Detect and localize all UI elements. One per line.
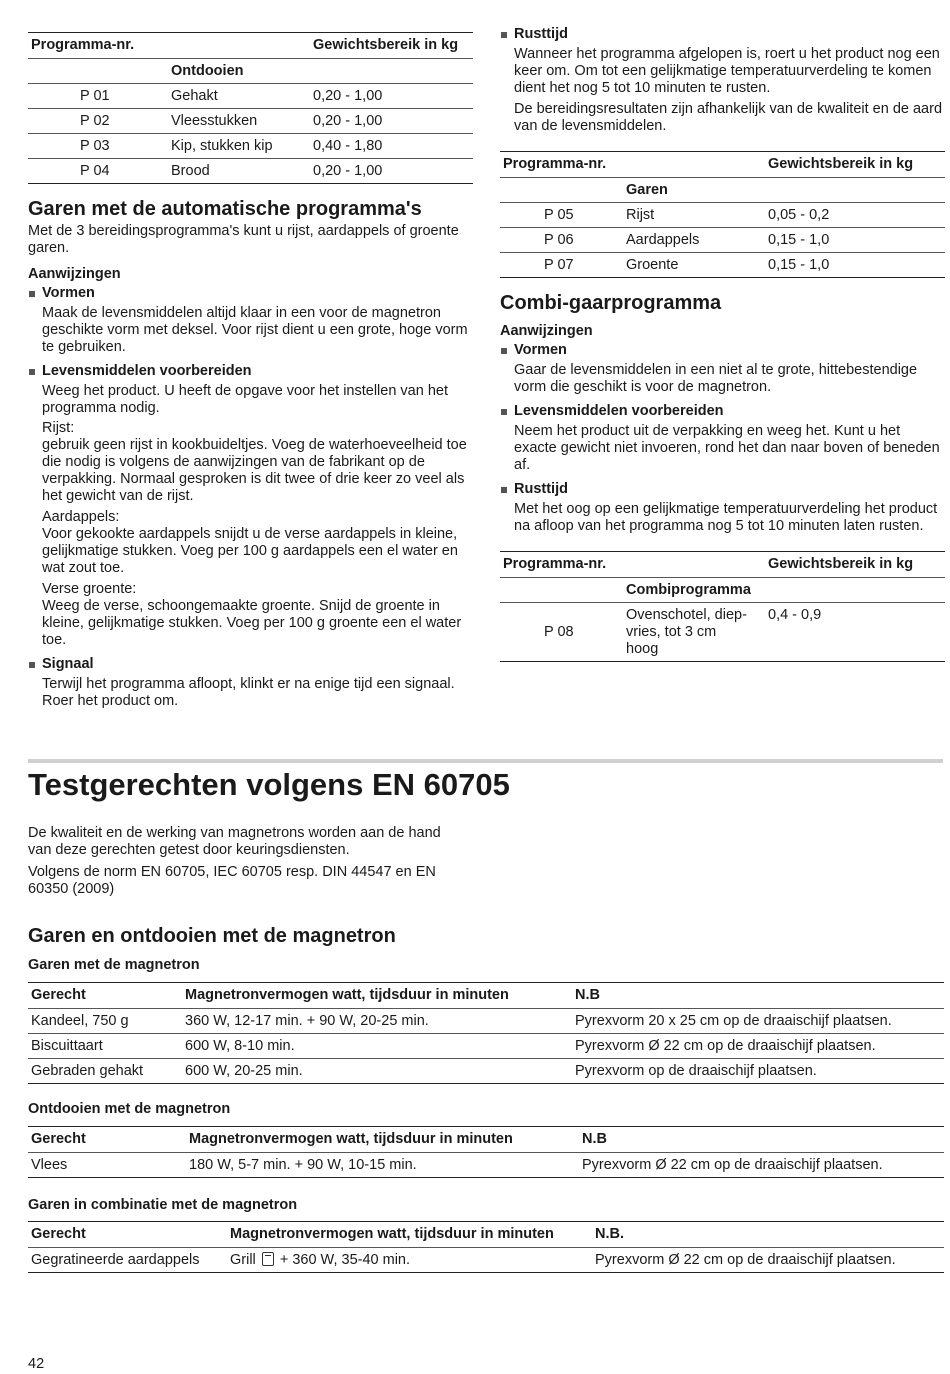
vormen-text: Maak de levensmiddelen altijd klaar in een voor de magnetron geschikte vorm met deksel. Voor rijst dient u een grote, hoge vorm te gebruiken. bbox=[42, 305, 468, 355]
test-intro-p1: De kwaliteit en de werking van magnetrons worden aan de hand van deze gerechten getest door keuringsdiensten. bbox=[28, 825, 441, 858]
garen-program-table bbox=[500, 151, 945, 278]
section-divider bbox=[28, 759, 943, 763]
table-header: N.B bbox=[579, 1127, 944, 1153]
levensmiddelen-text: Neem het product uit de verpakking en weeg het. Kunt u het exacte gewicht niet invoeren, rond het dan naar boven of beneden af. bbox=[514, 423, 940, 473]
table-row: P 08 Ovenschotel, diep- vries, tot 3 cm hoog 0,4 - 0,9 bbox=[500, 603, 945, 662]
table-row: Gegratineerde aardappels Grill + 360 W, 35-40 min. Pyrexvorm Ø 22 cm op de draaischijf plaatsen. bbox=[28, 1248, 944, 1273]
table-subheader: Garen bbox=[623, 178, 765, 203]
aardappels-label: Aardappels: bbox=[42, 509, 120, 525]
rusttijd-text: Met het oog op een gelijkmatige temperatuurverdeling het product na afloop van het programma nog 5 tot 10 minuten laten rusten. bbox=[514, 501, 938, 534]
table-row: P 05 Rijst 0,05 - 0,2 bbox=[500, 203, 945, 228]
table-header: Programma-nr. bbox=[28, 33, 168, 59]
page-number: 42 bbox=[28, 1356, 45, 1372]
table-header: Gerecht bbox=[28, 983, 182, 1009]
bullet-rusttijd: Rusttijd bbox=[500, 481, 945, 498]
table-row: Vlees 180 W, 5-7 min. + 90 W, 10-15 min. Pyrexvorm Ø 22 cm op de draaischijf plaatsen. bbox=[28, 1153, 944, 1178]
levensmiddelen-text: Weeg het product. U heeft de opgave voor het instellen van het programma nodig. bbox=[42, 383, 448, 416]
table-row: Gebraden gehakt 600 W, 20-25 min. Pyrexvorm op de draaischijf plaatsen. bbox=[28, 1059, 944, 1084]
table-header: Gewichtsbereik in kg bbox=[310, 33, 473, 59]
table-row: Biscuittaart 600 W, 8-10 min. Pyrexvorm Ø 22 cm op de draaischijf plaatsen. bbox=[28, 1034, 944, 1059]
table-row: P 03 Kip, stukken kip 0,40 - 1,80 bbox=[28, 134, 473, 159]
table-row: P 02 Vleesstukken 0,20 - 1,00 bbox=[28, 109, 473, 134]
vormen-text: Gaar de levensmiddelen in een niet al te grote, hittebestendige vorm die geschikt is voor de magnetron. bbox=[514, 362, 918, 395]
ontdooien-magnetron-table bbox=[28, 1126, 944, 1178]
groente-text: Weeg de verse, schoongemaakte groente. Snijd de groente in kleine, gelijkmatige stukken. Voeg per 100 g groente een el water toe. bbox=[42, 598, 462, 648]
rijst-label: Rijst: bbox=[42, 420, 75, 436]
bullet-vormen: Vormen bbox=[500, 342, 945, 359]
table-header: Gerecht bbox=[28, 1222, 227, 1248]
intro-text: Met de 3 bereidingsprogramma's kunt u rijst, aardappels of groente garen. bbox=[28, 223, 459, 256]
table-row: P 04 Brood 0,20 - 1,00 bbox=[28, 159, 473, 184]
bullet-rusttijd: Rusttijd bbox=[500, 26, 945, 43]
groente-label: Verse groente: bbox=[42, 581, 137, 597]
page-title-testgerechten: Testgerechten volgens EN 60705 bbox=[28, 767, 510, 802]
aardappels-text: Voor gekookte aardappels snijdt u de verse aardappels in kleine, gelijkmatige stukken. Voeg per 100 g aardappels een el water en wat zout toe. bbox=[42, 526, 458, 576]
table-header: Gewichtsbereik in kg bbox=[765, 152, 945, 178]
bullet-signaal: Signaal bbox=[28, 656, 473, 673]
grill-icon bbox=[262, 1252, 274, 1266]
grill-label: Grill bbox=[230, 1252, 256, 1268]
section-title-automatic: Garen met de automatische programma's bbox=[28, 198, 422, 220]
table-row: P 06 Aardappels 0,15 - 1,0 bbox=[500, 228, 945, 253]
power-value: + 360 W, 35-40 min. bbox=[279, 1252, 411, 1268]
garen-magnetron-heading: Garen met de magnetron bbox=[28, 957, 200, 973]
bullet-levensmiddelen: Levensmiddelen voorbereiden bbox=[28, 363, 473, 380]
test-intro-p2: Volgens de norm EN 60705, IEC 60705 resp. DIN 44547 en EN 60350 (2009) bbox=[28, 864, 436, 897]
table-header: Magnetronvermogen watt, tijdsduur in minuten bbox=[186, 1127, 579, 1153]
table-header: N.B. bbox=[592, 1222, 944, 1248]
rusttijd-text: Wanneer het programma afgelopen is, roert u het product nog een keer om. Om tot een gelijkmatige temperatuurverdeling te komen dient het nog 5 tot 10 minuten te rusten. bbox=[514, 46, 940, 96]
table-header: Magnetronvermogen watt, tijdsduur in minuten bbox=[182, 983, 572, 1009]
garen-magnetron-table bbox=[28, 982, 944, 1084]
table-header: Gerecht bbox=[28, 1127, 186, 1153]
table-header: Gewichtsbereik in kg bbox=[765, 552, 945, 578]
table-subheader: Ontdooien bbox=[168, 59, 310, 84]
section-title-combi: Combi-gaarprogramma bbox=[500, 292, 722, 314]
combi-magnetron-heading: Garen in combinatie met de magnetron bbox=[28, 1197, 298, 1213]
bullet-levensmiddelen: Levensmiddelen voorbereiden bbox=[500, 403, 945, 420]
rijst-text: gebruik geen rijst in kookbuideltjes. Voeg de waterhoeveelheid toe die nodig is volgens de aanwijzingen van de fabrikant op de verpakking. Normaal gesproken is dit twee of drie keer zo veel als het gewicht van de rijst. bbox=[42, 437, 467, 504]
table-row: Kandeel, 750 g 360 W, 12-17 min. + 90 W, 20-25 min. Pyrexvorm 20 x 25 cm op de draaischijf plaatsen. bbox=[28, 1009, 944, 1034]
test-intro bbox=[28, 825, 468, 898]
table-row: P 01 Gehakt 0,20 - 1,00 bbox=[28, 84, 473, 109]
aanwijzingen-heading: Aanwijzingen bbox=[500, 323, 593, 339]
ontdooien-magnetron-heading: Ontdooien met de magnetron bbox=[28, 1101, 231, 1117]
resultaten-text: De bereidingsresultaten zijn afhankelijk van de kwaliteit en de aard van de levensmiddelen. bbox=[514, 101, 943, 134]
table-header bbox=[623, 152, 765, 178]
table-header bbox=[168, 33, 310, 59]
ontdooien-program-table bbox=[28, 32, 473, 184]
table-subheader: Combiprogramma bbox=[623, 578, 765, 603]
table-header: Programma-nr. bbox=[500, 152, 623, 178]
table-header: Programma-nr. bbox=[500, 552, 623, 578]
right-column bbox=[500, 26, 945, 662]
table-header: Magnetronvermogen watt, tijdsduur in minuten bbox=[227, 1222, 592, 1248]
bullet-vormen: Vormen bbox=[28, 285, 473, 302]
combi-program-table bbox=[500, 551, 945, 662]
table-row: P 07 Groente 0,15 - 1,0 bbox=[500, 253, 945, 278]
aanwijzingen-heading: Aanwijzingen bbox=[28, 266, 121, 282]
left-column bbox=[28, 32, 473, 710]
section-title-garen-ontdooien: Garen en ontdooien met de magnetron bbox=[28, 925, 396, 947]
combi-magnetron-table bbox=[28, 1221, 944, 1273]
table-header bbox=[623, 552, 765, 578]
table-header: N.B bbox=[572, 983, 944, 1009]
signaal-text: Terwijl het programma afloopt, klinkt er na enige tijd een signaal. Roer het product om. bbox=[42, 676, 455, 709]
